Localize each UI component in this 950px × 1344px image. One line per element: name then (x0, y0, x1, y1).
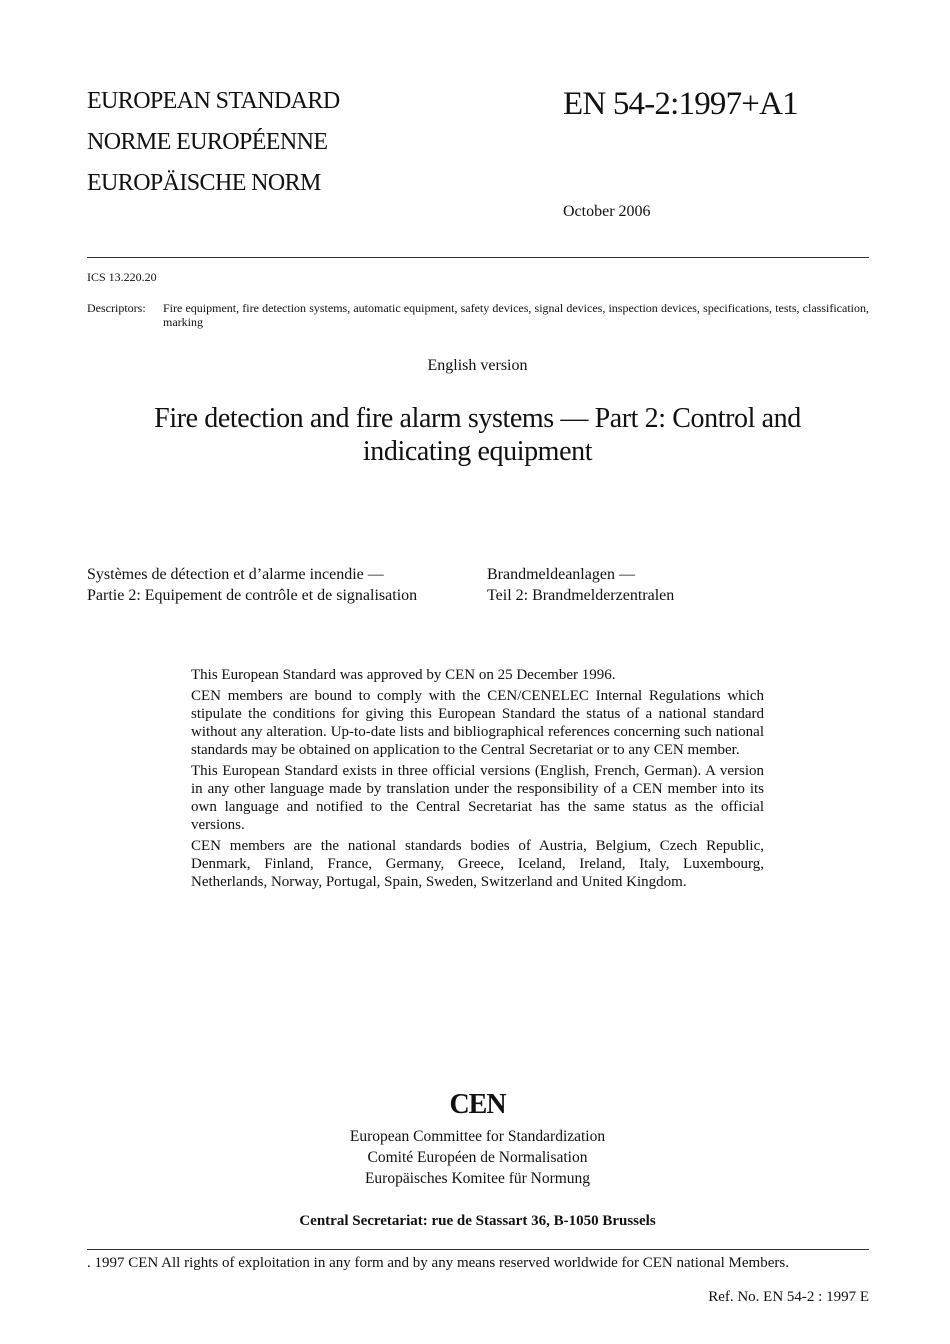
reference-number: Ref. No. EN 54-2 : 1997 E (708, 1289, 869, 1305)
approval-notice (191, 666, 764, 894)
descriptors (87, 301, 869, 329)
document-title: Fire detection and fire alarm systems — Part 2: Control and indicating equipment (154, 403, 801, 467)
french-title-line-1: Systèmes de détection et d’alarme incendie — (87, 566, 384, 583)
members-paragraph: CEN members are the national standards bodies of Austria, Belgium, Czech Republic, Denmark, Finland, France, Germany, Greece, Iceland, Ireland, Italy, Luxembourg, Netherlands, Norway, Portugal, Spain, Sweden, Switzerland and United Kingdom. (191, 838, 764, 890)
publication-date: October 2006 (563, 203, 651, 220)
copyright-notice: . 1997 CEN All rights of exploitation in any form and by any means reserved worldwide for CEN national Members. (87, 1255, 789, 1271)
descriptors-value: Fire equipment, fire detection systems, automatic equipment, safety devices, signal devices, inspection devices, specifications, tests, classification, marking (163, 301, 869, 329)
footer-divider (87, 1249, 869, 1250)
cen-name-german: Europäisches Komitee für Normung (364, 1170, 591, 1187)
cen-name-french: Comité Européen de Normalisation (367, 1149, 588, 1166)
language-version: English version (427, 357, 528, 374)
cen-name-english: European Committee for Standardization (349, 1128, 606, 1145)
french-title-line-2: Partie 2: Equipement de contrôle et de signalisation (87, 587, 418, 604)
document-number: EN 54-2:1997+A1 (563, 86, 798, 122)
german-title (487, 564, 674, 606)
german-title-line-1: Brandmeldeanlagen — (487, 566, 635, 583)
french-title (87, 564, 417, 606)
standard-title-german: EUROPÄISCHE NORM (87, 170, 321, 196)
compliance-paragraph: CEN members are bound to comply with the CEN/CENELEC Internal Regulations which stipulate the conditions for giving this European Standard the status of a national standard without any alteration. Up-to-date lists and bibliographical references concerning such national standards may be obtained on application to the Central Secretariat or to any CEN member. (191, 688, 764, 758)
cen-organization (0, 1088, 950, 1189)
central-secretariat-address: Central Secretariat: rue de Stassart 36, B-1050 Brussels (299, 1213, 656, 1229)
cen-logo: CEN (449, 1089, 506, 1120)
german-title-line-2: Teil 2: Brandmelderzentralen (487, 587, 675, 604)
descriptors-label: Descriptors: (87, 301, 146, 315)
standard-title-english: EUROPEAN STANDARD (87, 88, 340, 114)
standard-title-french: NORME EUROPÉENNE (87, 129, 328, 155)
versions-paragraph: This European Standard exists in three official versions (English, French, German). A version in any other language made by translation under the responsibility of a CEN member into its own language and notified to the Central Secretariat has the same status as the official versions. (191, 763, 764, 833)
ics-code: ICS 13.220.20 (87, 270, 157, 284)
header-divider (87, 257, 869, 258)
approval-date-paragraph: This European Standard was approved by CEN on 25 December 1996. (191, 667, 616, 683)
